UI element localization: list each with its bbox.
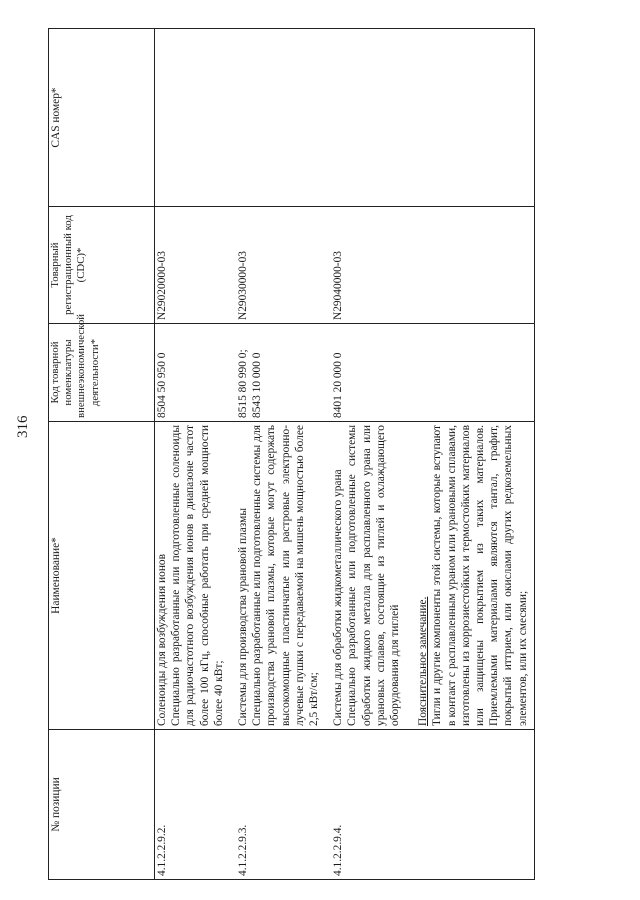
row-hs-code: 8401 20 000 0	[332, 352, 345, 418]
row-position: 4.1.2.2.9.3.	[236, 730, 321, 880]
header-cas: CAS номер*	[49, 29, 155, 207]
row-cas	[331, 29, 530, 207]
table-end	[530, 29, 535, 880]
row-name-cell	[236, 422, 321, 730]
row-title: Системы для обработки жидкометаллического урана	[332, 469, 345, 726]
row-name-cell	[155, 422, 227, 730]
row-cas	[236, 29, 321, 207]
row-cdc: N29020000-03	[155, 207, 227, 324]
row-cdc: N29030000-03	[236, 207, 321, 324]
header-name: Наименование*	[49, 422, 155, 730]
table-header	[49, 29, 155, 880]
row-position: 4.1.2.2.9.4.	[331, 730, 530, 880]
row-gap	[321, 29, 331, 880]
table-row	[331, 29, 530, 880]
header-hs-code: Код товарной номенклатуры внешнеэкономической деятельности*	[49, 324, 155, 422]
row-position: 4.1.2.2.9.2.	[155, 730, 227, 880]
row-text: Специально разработанные или подготовленные системы для производства урановой плазмы, которые могут содержать высокомощные пластинчатые или растровые электронно-лучевые пушки с передаваемой на мишень мощностью более 2,5 кВт/см;	[251, 425, 321, 726]
header-position: № позиции	[49, 730, 155, 880]
row-hs-code: 8515 80 990 0;	[237, 349, 250, 418]
row-hs-code: 8543 10 000 0	[251, 352, 264, 418]
row-title: Соленоиды для возбуждения ионов	[156, 554, 168, 726]
table-row	[155, 29, 227, 880]
table-row	[236, 29, 321, 880]
note-text: Тигли и другие компоненты этой системы, которые вступают в контакт с расплавленным ураном или урановыми сплавами, изготовлены из коррозиестойких и термостойких материалов или защищены покрытием из таких материалов. Приемлемыми материалами являются тантал, графит, покрытый иттрием, или окислами других редкоземельных элементов, или их смесями;	[431, 425, 529, 726]
row-gap	[226, 29, 236, 880]
rotated-page	[15, 20, 608, 880]
row-title: Системы для производства урановой плазмы	[237, 508, 250, 726]
note-title: Пояснительное замечание.	[417, 596, 430, 726]
row-hs-cell	[236, 324, 321, 422]
row-cas	[155, 29, 227, 207]
row-name-cell	[331, 422, 530, 730]
row-text: Специально разработанные или подготовленные соленоиды для радиочастотного возбуждения ионов в диапазоне частот более 100 кГц, способные работать при средней мощности более 40 кВт;	[170, 425, 225, 726]
row-hs-cell	[155, 324, 227, 422]
page-number: 316	[15, 415, 31, 438]
row-hs-cell	[331, 324, 530, 422]
row-cdc: N29040000-03	[331, 207, 530, 324]
row-text: Специально разработанные или подготовленные системы обработки жидкого металла для расплавленного урана или урановых сплавов, состоящие из тиглей и охлаждающего оборудования для тиглей	[346, 425, 402, 726]
row-hs-code: 8504 50 950 0	[156, 352, 168, 418]
document-table	[48, 28, 535, 880]
header-cdc: Товарный регистрационный код (CDC)*	[49, 207, 155, 324]
